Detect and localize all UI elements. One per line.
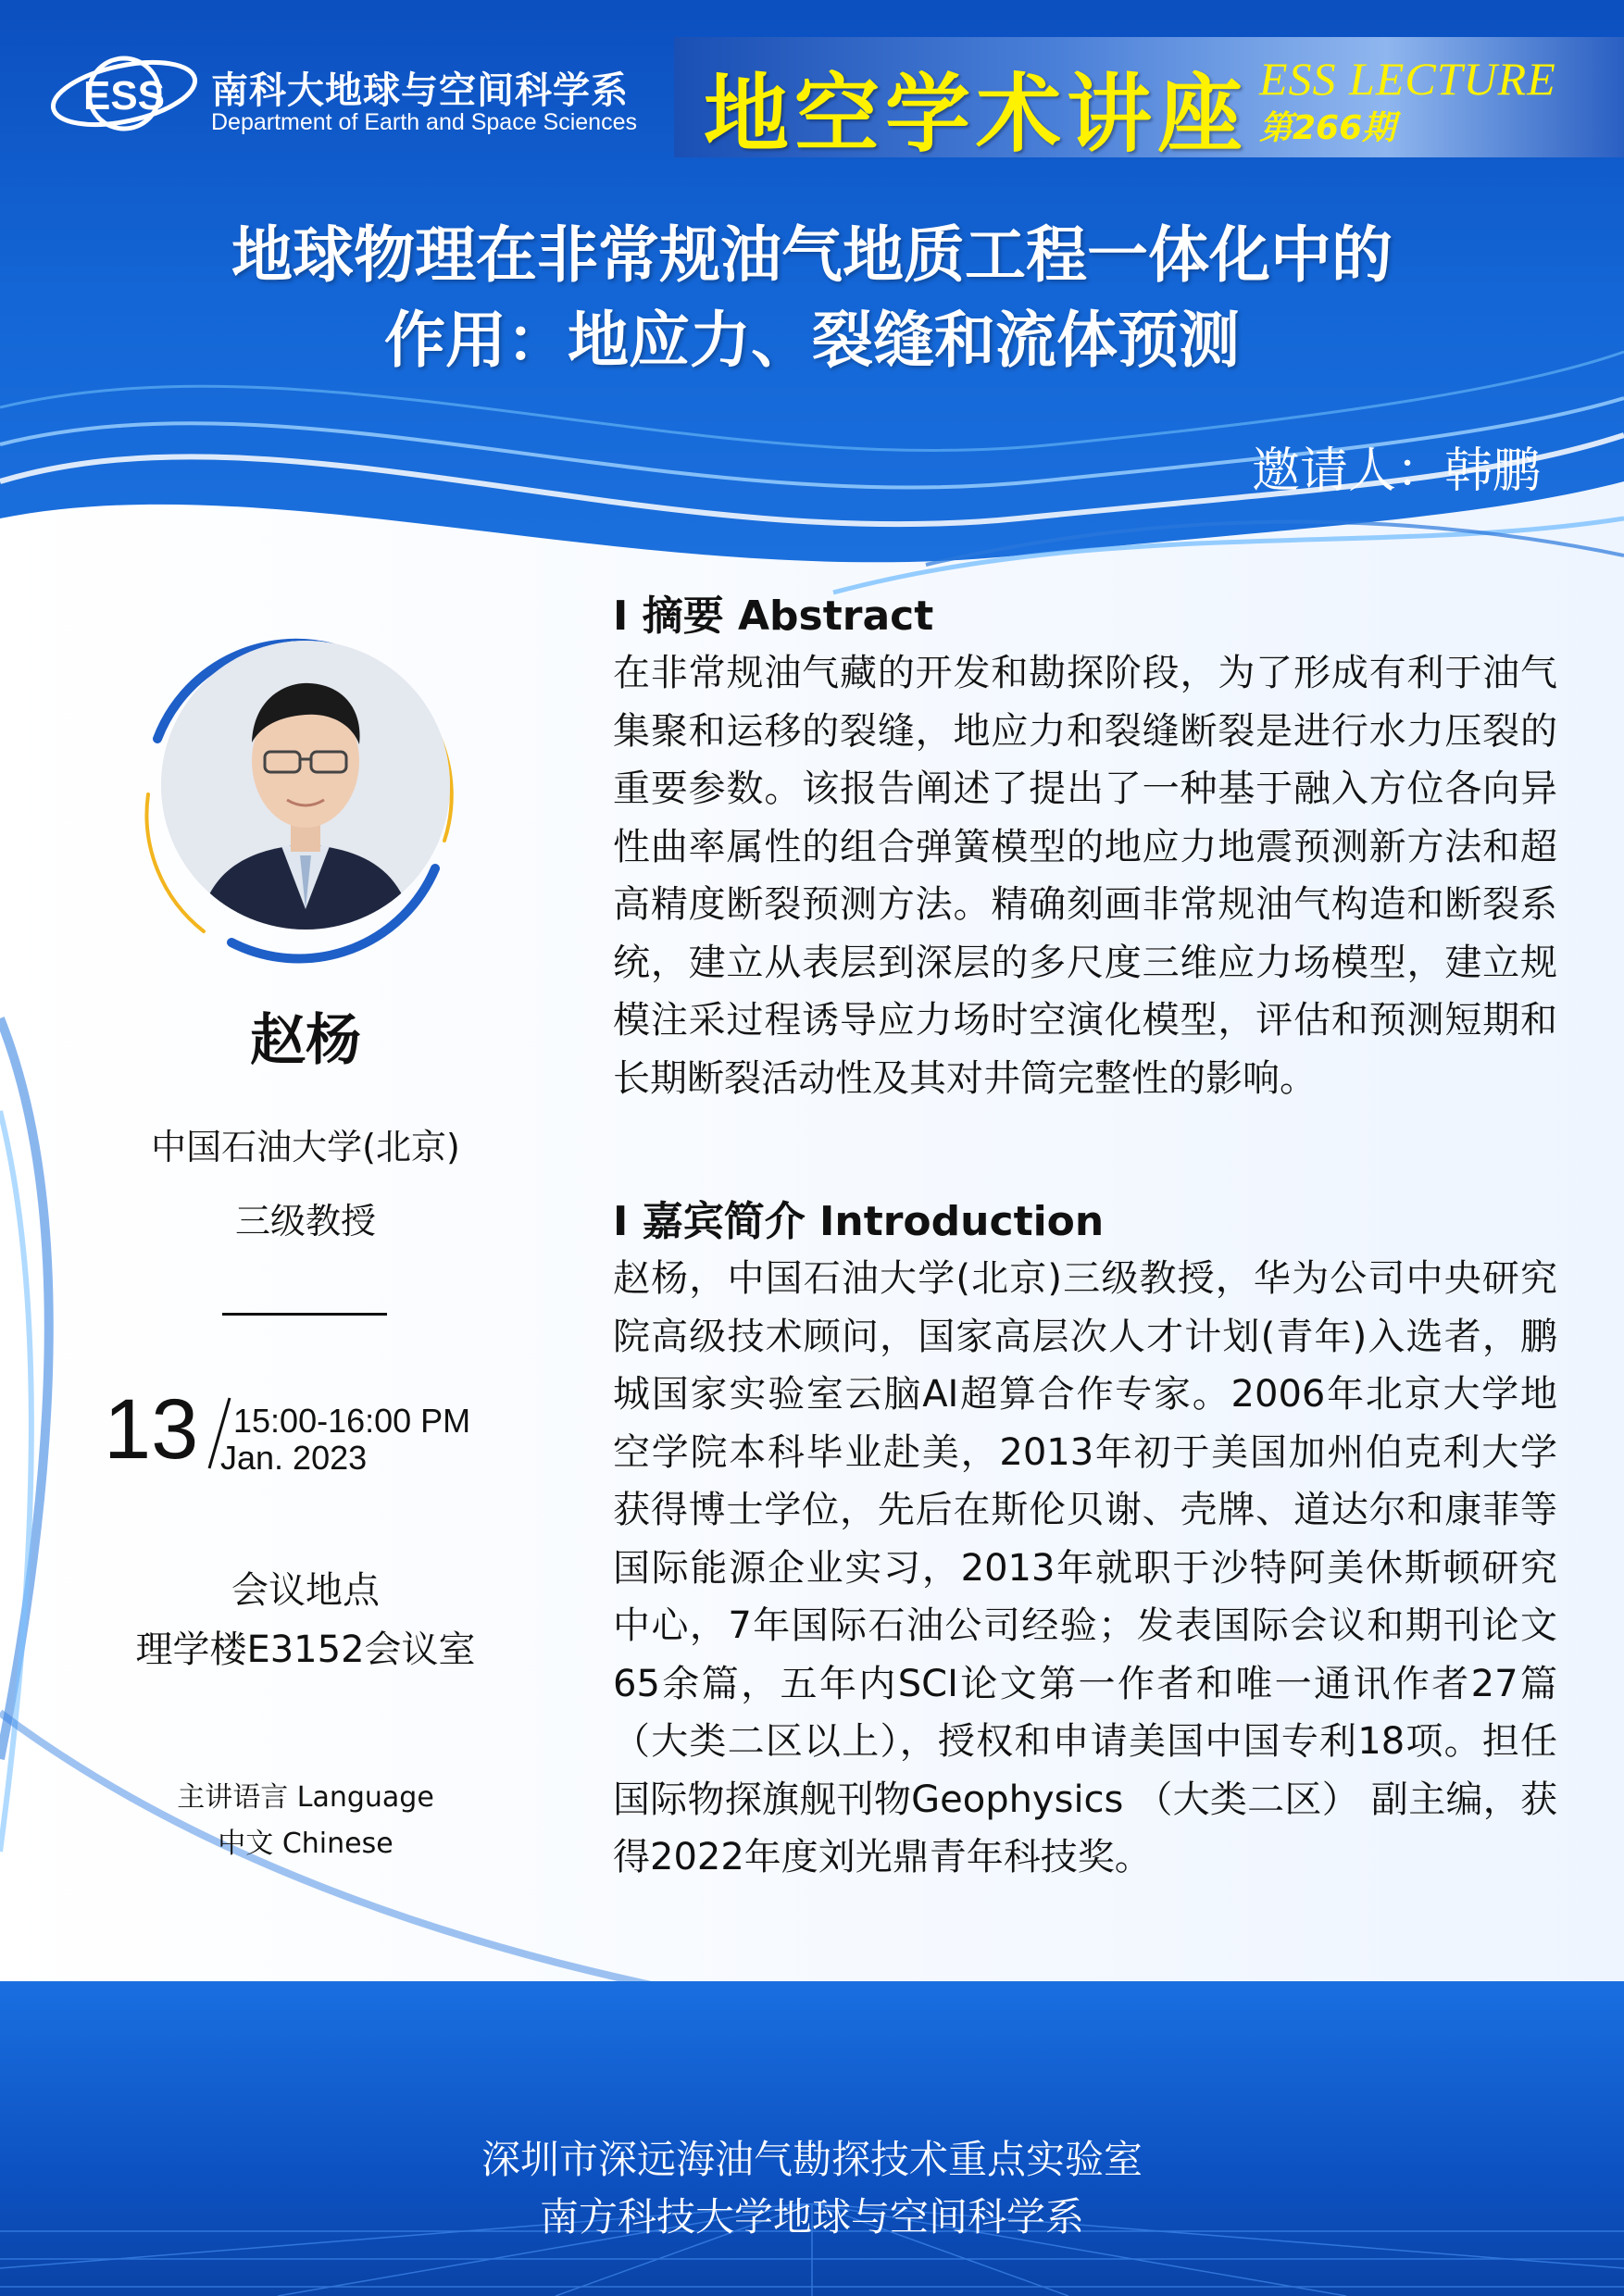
introduction-section <box>613 1194 1557 1887</box>
speaker-affiliation: 中国石油大学(北京) <box>151 1127 460 1167</box>
introduction-heading: I 嘉宾简介 Introduction <box>613 1198 1105 1245</box>
ess-logo-icon <box>48 43 206 144</box>
issue-number: 第266期 <box>1259 109 1396 147</box>
event-month-year: Jan. 2023 <box>220 1439 368 1477</box>
footer-lab-name: 深圳市深远海油气勘探技术重点实验室 <box>481 2137 1143 2182</box>
speaker-portrait-icon <box>161 641 450 930</box>
speaker-photo <box>161 641 450 930</box>
svg-text:ESS: ESS <box>82 73 166 119</box>
lecture-series-title: 地空学术讲座 <box>704 64 1249 164</box>
introduction-text: 赵杨，中国石油大学(北京)三级教授，华为公司中央研究院高级技术顾问，国家高层次人才计划(青年)入选者，鹏城国家实验室云脑AI超算合作专家。2006年北京大学地空学院本科毕业赴美，2013年初于美国加州伯克利大学获得博士学位，先后在斯伦贝谢、壳牌、道达尔和康菲等国际能源企业实习，2013年就职于沙特阿美休斯顿研究中心，7年国际石油公司经验；发表国际会议和期刊论文65余篇，五年内SCI论文第一作者和唯一通讯作者27篇（大类二区以上），授权和申请美国中国专利18项。担任国际物探旗舰刊物Geophysics （大类二区） 副主编，获得2022年度刘光鼎青年科技奖。 <box>613 1257 1557 1878</box>
lecture-title-line-2: 作用：地应力、裂缝和流体预测 <box>384 305 1240 376</box>
abstract-section <box>613 589 1557 1107</box>
divider-line <box>222 1313 387 1316</box>
venue-label: 会议地点 <box>231 1569 380 1612</box>
department-logo <box>48 43 659 144</box>
department-name-cn: 南科大地球与空间科学系 <box>211 69 629 112</box>
event-time: 15:00-16:00 PM <box>233 1402 471 1440</box>
department-name-en: Department of Earth and Space Sciences <box>211 109 637 135</box>
speaker-name: 赵杨 <box>250 1008 361 1073</box>
abstract-text: 在非常规油气藏的开发和勘探阶段，为了形成有利于油气集聚和运移的裂缝，地应力和裂缝断裂是进行水力压裂的重要参数。该报告阐述了提出了一种基于融入方位各向异性曲率属性的组合弹簧模型的地应力地震预测新方法和超高精度断裂预测方法。精确刻画非常规油气构造和断裂系统，建立从表层到深层的多尺度三维应力场模型，建立规模注采过程诱导应力场时空演化模型，评估和预测短期和长期断裂活动性及其对井筒完整性的影响。 <box>613 652 1557 1100</box>
inviter: 邀请人：韩鹏 <box>1251 443 1541 499</box>
lecture-banner <box>674 37 1624 164</box>
language-value: 中文 Chinese <box>218 1828 394 1860</box>
speaker-rank: 三级教授 <box>234 1201 376 1242</box>
lecture-series-en: ESS LECTURE <box>1259 53 1556 105</box>
lecture-title-line-1: 地球物理在非常规油气地质工程一体化中的 <box>231 219 1393 291</box>
lecture-title <box>56 213 1568 383</box>
footer-department-name: 南方科技大学地球与空间科学系 <box>539 2194 1084 2240</box>
language-label: 主讲语言 Language <box>177 1781 434 1814</box>
venue: 理学楼E3152会议室 <box>135 1628 476 1671</box>
abstract-heading: I 摘要 Abstract <box>613 593 934 640</box>
date-day: 13 <box>104 1382 199 1477</box>
